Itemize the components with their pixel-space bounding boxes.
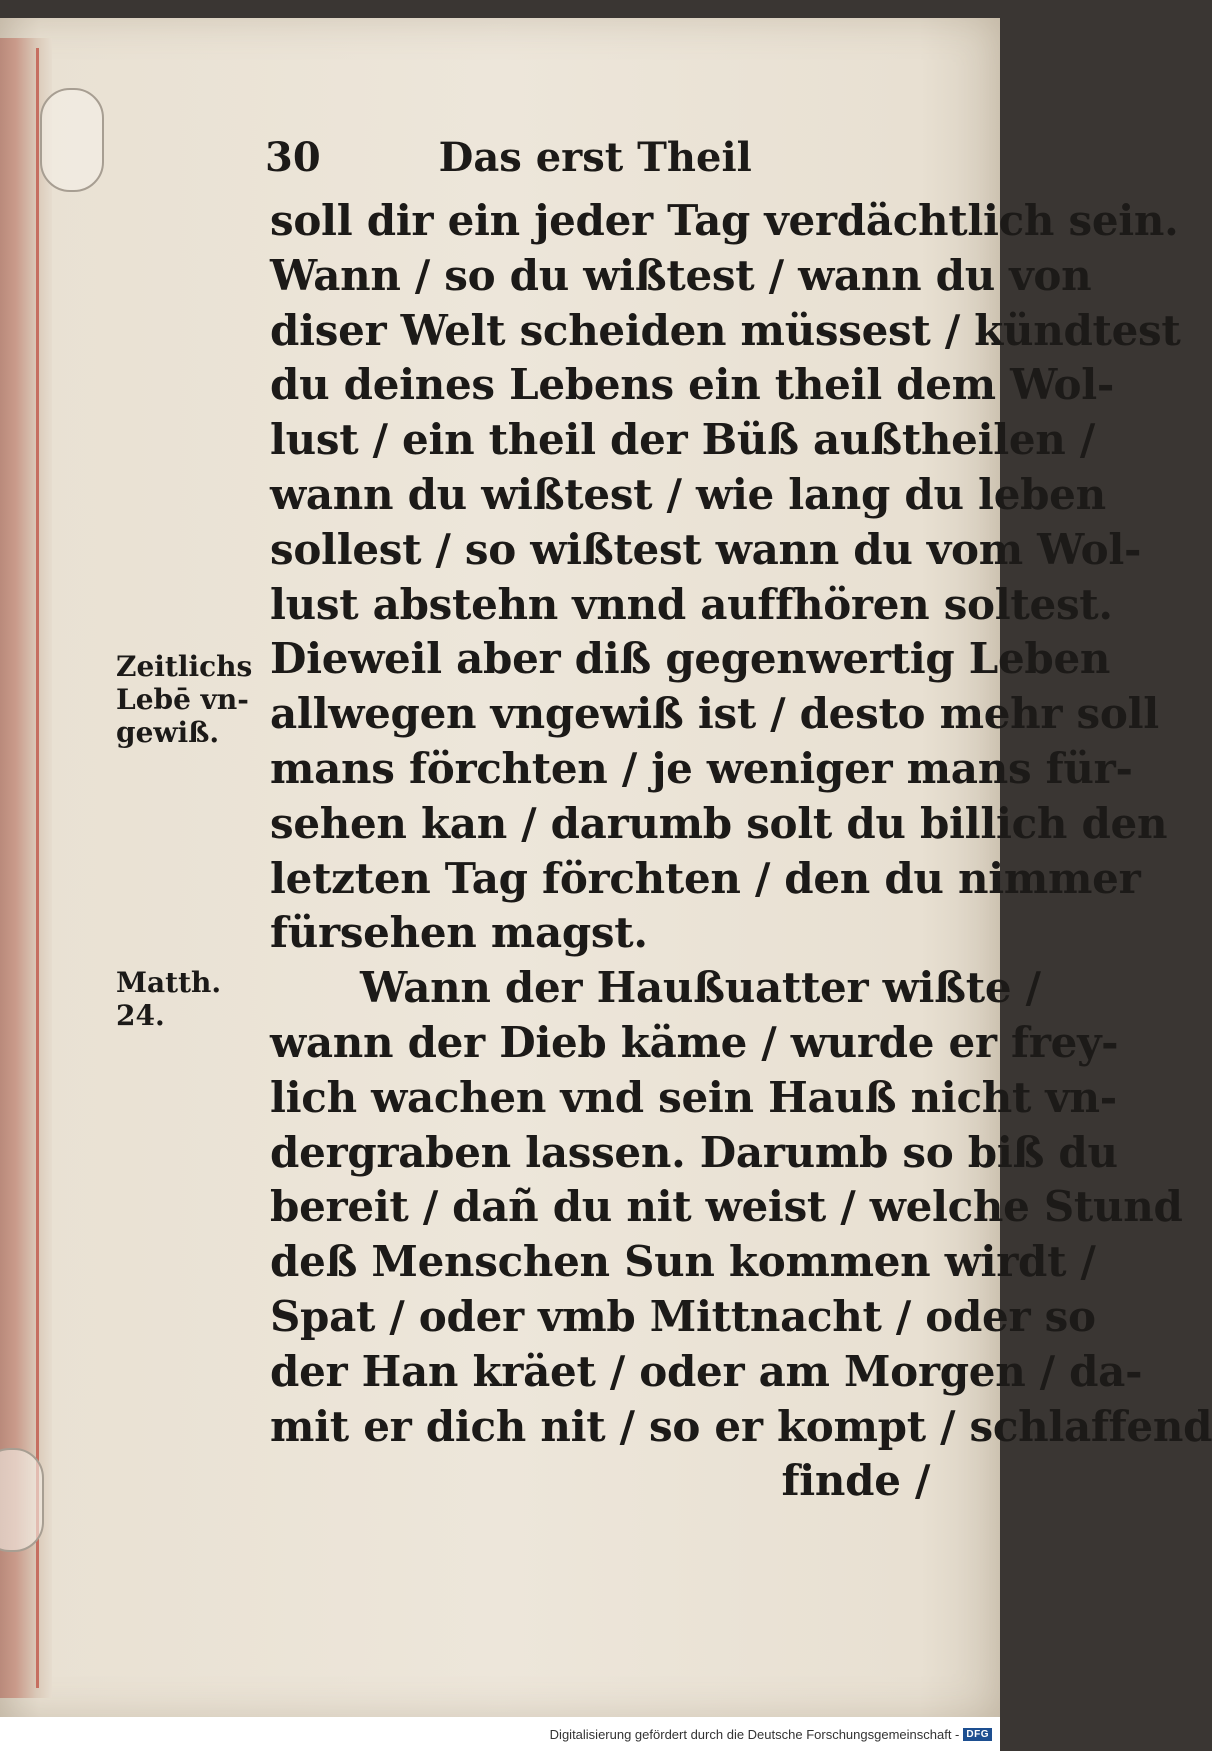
text-line: Spat / oder vmb Mittnacht / oder so [270, 1291, 1096, 1341]
margin-note-line: 24. [116, 999, 165, 1032]
running-title: Das erst Theil [438, 134, 752, 181]
text-line: lich wachen vnd sein Hauß nicht vn- [270, 1072, 1117, 1122]
text-line: mans förchten / je weniger mans für- [270, 743, 1133, 793]
margin-note-line: Zeitlichs [116, 650, 253, 683]
text-line: wann der Dieb käme / wurde er frey- [270, 1017, 1119, 1067]
margin-note-matth [116, 966, 266, 1032]
digitization-credit-bar [0, 1717, 1000, 1751]
text-line: allwegen vngewiß ist / desto mehr soll [270, 689, 1159, 739]
text-line: der Han kräet / oder am Morgen / da- [270, 1346, 1143, 1396]
red-page-edge [36, 48, 39, 1688]
text-line: du deines Lebens ein theil dem Wol- [270, 360, 1115, 410]
text-line: sollest / so wißtest wann du vom Wol- [270, 524, 1142, 574]
text-line: Dieweil aber diß gegenwertig Leben [270, 634, 1111, 684]
text-line: dergraben lassen. Darumb so biß du [270, 1127, 1118, 1177]
page-number: 30 [265, 134, 321, 181]
text-line: soll dir ein jeder Tag verdächtlich sein. [270, 196, 1179, 245]
text-line: Wann / so du wißtest / wann du von [270, 250, 1092, 300]
text-line: letzten Tag förchten / den du nimmer [270, 853, 1141, 903]
text-line: mit er dich nit / so er kompt / schlaffend [270, 1401, 1212, 1451]
text-line: sehen kan / darumb solt du billich den [270, 798, 1168, 848]
credit-text: Digitalisierung gefördert durch die Deutsche Forschungsgemeinschaft - [549, 1726, 960, 1742]
margin-note-line: gewiß. [116, 716, 220, 749]
margin-note-line: Lebē vn- [116, 683, 249, 716]
text-line: bereit / dañ du nit weist / welche Stund [270, 1182, 1183, 1232]
text-line: fürsehen magst. [270, 908, 648, 958]
margin-note-zeitlichs [116, 650, 266, 749]
body-text [270, 194, 1212, 1509]
running-head [265, 134, 805, 181]
book-page [0, 18, 1212, 1718]
text-line: Wann der Haußuatter wißte / [360, 963, 1041, 1013]
text-line: diser Welt scheiden müssest / kündtest [270, 305, 1181, 355]
text-line: lust / ein theil der Büß außtheilen / [270, 415, 1095, 465]
text-line: lust abstehn vnnd auffhören soltest. [270, 579, 1113, 629]
text-line: deß Menschen Sun kommen wirdt / [270, 1237, 1096, 1287]
dfg-logo: DFG [963, 1728, 992, 1741]
catchword: finde / [781, 1456, 930, 1506]
margin-note-line: Matth. [116, 966, 222, 999]
text-line: wann du wißtest / wie lang du leben [270, 469, 1106, 519]
page-tab-bottom [0, 1448, 44, 1552]
page-tab-top [40, 88, 104, 192]
